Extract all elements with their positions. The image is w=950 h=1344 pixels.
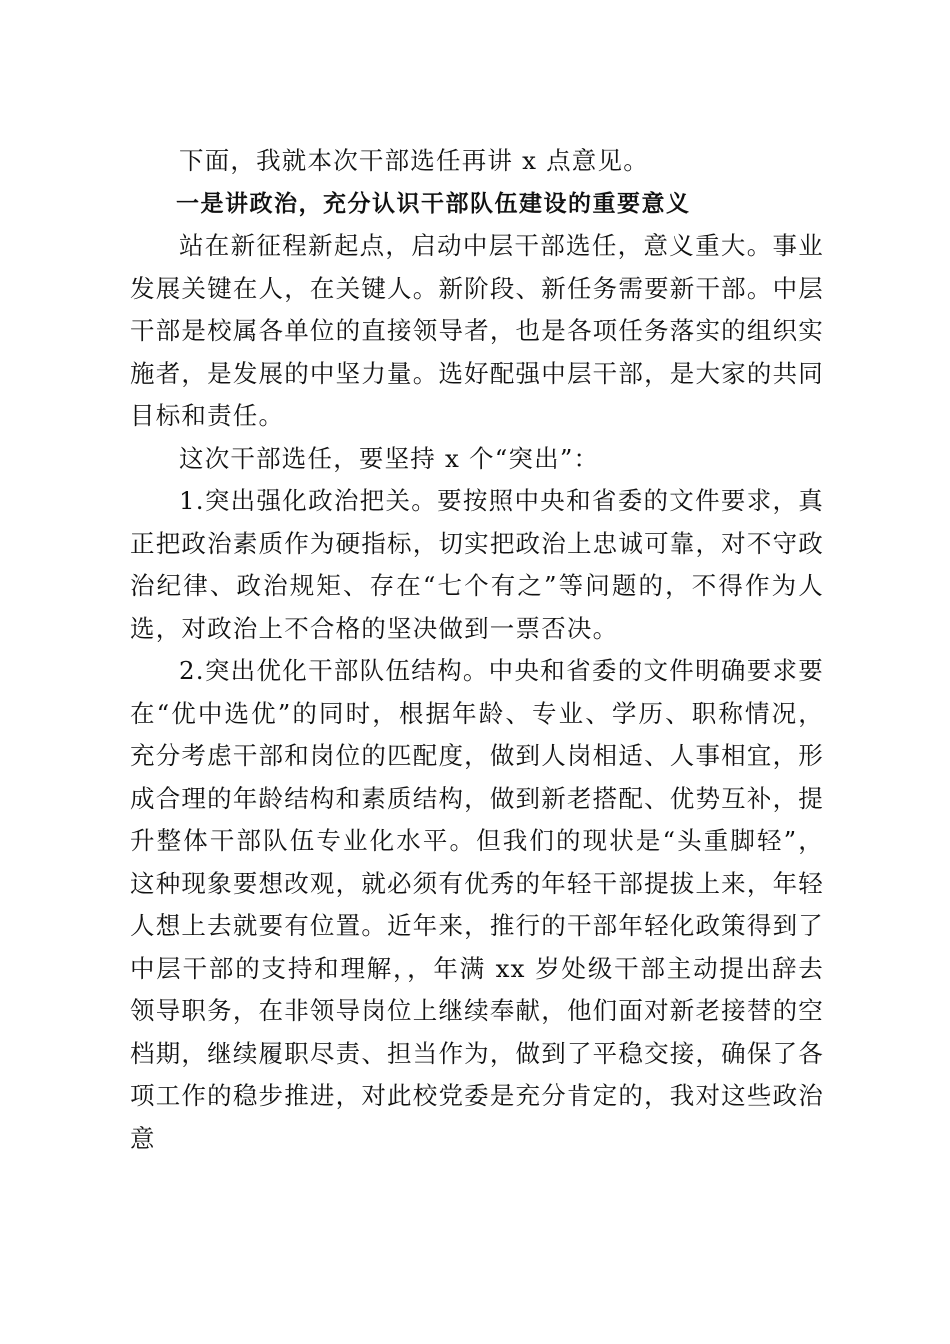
numbered-paragraph: 1.突出强化政治把关。要按照中央和省委的文件要求，真正把政治素质作为硬指标，切实把政治上忠诚可靠，对不守政治纪律、政治规矩、存在“七个有之”等问题的，不得作为人选，对政治上不合格的坚决做到一票否决。 [130, 486, 824, 643]
numbered-paragraph: 2.突出优化干部队伍结构。中央和省委的文件明确要求要在“优中选优”的同时，根据年龄、专业、学历、职称情况，充分考虑干部和岗位的匹配度，做到人岗相适、人事相宜，形成合理的年龄结构和素质结构，做到新老搭配、优势互补，提升整体干部队伍专业化水平。但我们的现状是“头重脚轻”，这种现象要想改观，就必须有优秀的年轻干部提拔上来，年轻人想上去就要有位置。近年来，推行的干部年轻化政策得到了中层干部的支持和理解，，年满 xx 岁处级干部主动提出辞去领导职务，在非领导岗位上继续奉献，他们面对新老接替的空档期，继续履职尽责、担当作为，做到了平稳交接，确保了各项工作的稳步推进，对此校党委是充分肯定的，我对这些政治意 [130, 656, 824, 1153]
body-paragraph: 站在新征程新起点，启动中层干部选任，意义重大。事业发展关键在人，在关键人。新阶段、新任务需要新干部。中层干部是校属各单位的直接领导者，也是各项任务落实的组织实施者，是发展的中坚力量。选好配强中层干部，是大家的共同目标和责任。 [130, 231, 824, 430]
section-heading: 一是讲政治，充分认识干部队伍建设的重要意义 [176, 190, 691, 217]
body-paragraph: 这次干部选任，要坚持 x 个“突出”： [179, 443, 600, 473]
document-body [130, 140, 824, 1160]
intro-paragraph: 下面，我就本次干部选任再讲 x 点意见。 [179, 146, 649, 175]
